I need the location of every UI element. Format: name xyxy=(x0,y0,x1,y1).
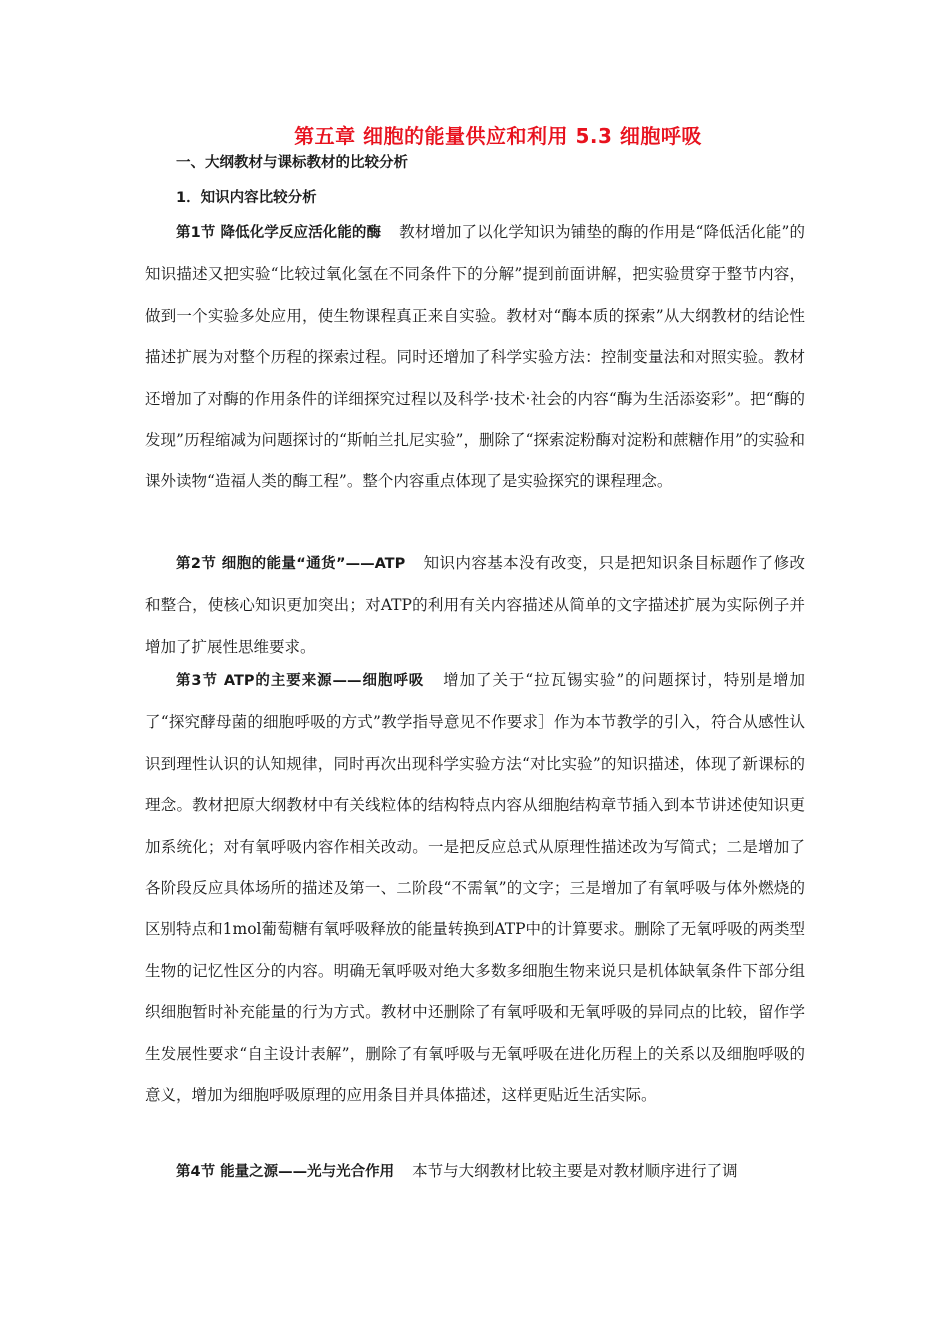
section-label: 第2节 细胞的能量“通货”——ATP xyxy=(176,556,406,572)
subsection-heading: 1．知识内容比较分析 xyxy=(176,190,317,206)
paragraph-text: 知识内容基本没有改变，只是把知识条目标题作了修改和整合，使核心知识更加突出；对ATP的利用有关内容描述从简单的文字描述扩展为实际例子并增加了扩展性思维要求。 xyxy=(145,554,805,656)
paragraph-text: 增加了关于“拉瓦锡实验”的问题探讨，特别是增加了“探究酵母菌的细胞呼吸的方式”教学指导意见不作要求］作为本节教学的引入，符合从感性认识到理性认识的认知规律，同时再次出现科学实验方法“对比实验”的知识描述，体现了新课标的理念。教材把原大纲教材中有关线粒体的结构特点内容从细胞结构章节插入到本节讲述使知识更加系统化；对有氧呼吸内容作相关改动。一是把反应总式从原理性描述改为写简式；二是增加了各阶段反应具体场所的描述及第一、二阶段“不需氧”的文字；三是增加了有氧呼吸与体外燃烧的区别特点和1mol葡萄糖有氧呼吸释放的能量转换到ATP中的计算要求。删除了无氧呼吸的两类型生物的记忆性区分的内容。明确无氧呼吸对绝大多数多细胞生物来说只是机体缺氧条件下部分组织细胞暂时补充能量的行为方式。教材中还删除了有氧呼吸和无氧呼吸的异同点的比较，留作学生发展性要求“自主设计表解”，删除了有氧呼吸与无氧呼吸在进化历程上的关系以及细胞呼吸的意义，增加为细胞呼吸原理的应用条目并具体描述，这样更贴近生活实际。 xyxy=(145,671,805,1105)
paragraph-text: 教材增加了以化学知识为铺垫的酶的作用是“降低活化能”的知识描述又把实验“比较过氧化氢在不同条件下的分解”提到前面讲解，把实验贯穿于整节内容，做到一个实验多处应用，使生物课程真正来自实验。教材对“酶本质的探索”从大纲教材的结论性描述扩展为对整个历程的探索过程。同时还增加了科学实验方法：控制变量法和对照实验。教材还增加了对酶的作用条件的详细探究过程以及科学·技术·社会的内容“酶为生活添姿彩”。把“酶的发现”历程缩减为问题探讨的“斯帕兰扎尼实验”，删除了“探索淀粉酶对淀粉和蔗糖作用”的实验和课外读物“造福人类的酶工程”。整个内容重点体现了是实验探究的课程理念。 xyxy=(145,223,805,491)
section-label: 第1节 降低化学反应活化能的酶 xyxy=(176,225,382,241)
section-label: 第4节 能量之源——光与光合作用 xyxy=(176,1164,395,1180)
paragraph-section-4 xyxy=(145,1151,805,1193)
paragraph-section-1 xyxy=(145,212,805,503)
paragraph-text: 本节与大纲教材比较主要是对教材顺序进行了调 xyxy=(412,1162,738,1180)
page-title: 第五章 细胞的能量供应和利用 5.3 细胞呼吸 xyxy=(294,124,702,148)
section-label: 第3节 ATP的主要来源——细胞呼吸 xyxy=(176,673,425,689)
paragraph-section-3 xyxy=(145,660,805,1116)
paragraph-section-2 xyxy=(145,543,805,668)
section-heading: 一、大纲教材与课标教材的比较分析 xyxy=(176,155,408,171)
